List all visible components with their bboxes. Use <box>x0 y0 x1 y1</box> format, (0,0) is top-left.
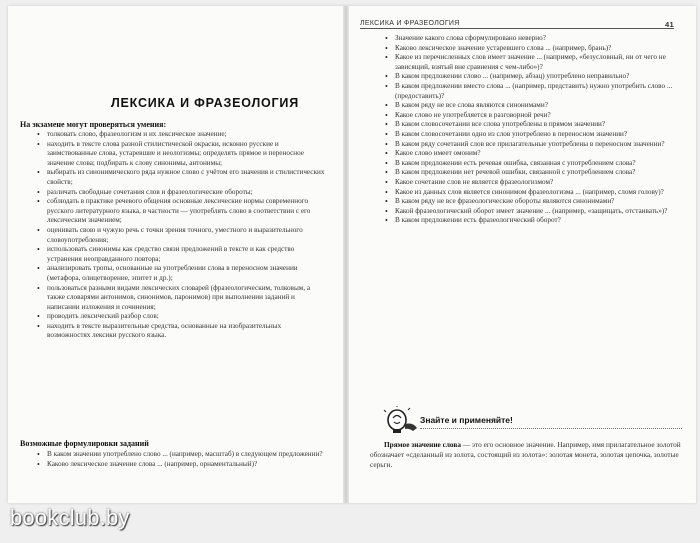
divider <box>420 428 682 429</box>
list-item: • В каком значении употреблено слово ... (например, масштаб) в следующем предложении? <box>34 450 326 460</box>
list-item: • находить в тексте слова разной стилистической окраски, исконно русские и заимствованные слова, устаревшие и неологизмы; определять прямое и переносное значение слова; подбирать к слову синонимы, антонимы; <box>34 140 326 169</box>
list-item: • В каком предложении вместо слова ... (например, представить) нужно употребить слово ... (предоставить)? <box>382 82 682 101</box>
list-item: • В каком предложении нет речевой ошибки, связанной с употреблением слова? <box>382 168 682 178</box>
book-gutter <box>343 6 349 503</box>
tasks-list <box>34 450 326 469</box>
questions-list <box>382 34 682 226</box>
list-item: • В каком ряду не все слова являются синонимами? <box>382 101 682 111</box>
list-item: • анализировать тропы, основанные на употреблении слова в переносном значении (метафора, олицетворение, эпитет и др.); <box>34 264 326 283</box>
list-item: • Какое слово имеет омоним? <box>382 149 682 159</box>
skills-list <box>34 130 326 341</box>
skills-heading: На экзамене могут проверяться умения: <box>20 120 167 129</box>
list-item: • Какой фразеологический оборот имеет значение ... (например, «защищать, отстаивать»)? <box>382 207 682 217</box>
running-header <box>360 20 674 29</box>
list-item: • Какое из перечисленных слов имеет значение ... (например, «безусловный, ни от чего не зависящий, взятый вне сравнения с чем-либо»)? <box>382 53 682 72</box>
list-item: • проводить лексический разбор слов; <box>34 312 326 322</box>
list-item: • В каком ряду не все фразеологические обороты являются синонимами? <box>382 197 682 207</box>
definition-paragraph <box>370 440 684 470</box>
list-item: • В каком словосочетании все слова употреблены в прямом значении? <box>382 120 682 130</box>
list-item: • В каком предложении есть фразеологический оборот? <box>382 216 682 226</box>
list-item: • Каково лексическое значение устаревшего слова ... (например, брань)? <box>382 44 682 54</box>
know-apply-title: Знайте и применяйте! <box>420 415 513 425</box>
list-item: • Какое из данных слов является синонимом фразеологизма ... (например, сломя голову)? <box>382 188 682 198</box>
list-item: • соблюдать в практике речевого общения основные лексические нормы современного русского литературного языка, в частности — употреблять слово в соответствии с его лексическим значением; <box>34 197 326 226</box>
list-item: • Значение какого слова сформулировано неверно? <box>382 34 682 44</box>
watermark-logo: bookclub.by <box>10 505 130 530</box>
definition-text: — это его основное значение. Например, имя прилагательное золотой обозначает «сделанный из золота, состоящий из золота»: золотая монета, золотая цепочка, золотые серьги. <box>370 440 681 469</box>
list-item: • В каком предложении есть речевая ошибка, связанная с употреблением слова? <box>382 159 682 169</box>
list-item: • Какое сочетание слов не является фразеологизмом? <box>382 178 682 188</box>
definition-term: Прямое значение слова <box>384 440 461 449</box>
tasks-heading: Возможные формулировки заданий <box>20 439 149 448</box>
list-item: • В каком предложении слово ... (например, абзац) употреблено неправильно? <box>382 72 682 82</box>
list-item: • толковать слово, фразеологизм и их лексическое значение; <box>34 130 326 140</box>
list-item: • В каком ряду сочетаний слов все прилагательные употреблены в переносном значении? <box>382 140 682 150</box>
list-item: • использовать синонимы как средство связи предложений в тексте и как средство устранения неоправданного повтора; <box>34 245 326 264</box>
page-number: 41 <box>665 20 674 29</box>
list-item: • выбирать из синонимического ряда нужное слово с учётом его значения и стилистических свойств; <box>34 168 326 187</box>
list-item: • Каково лексическое значение слова ... (например, орнаментальный)? <box>34 460 326 470</box>
running-title: ЛЕКСИКА И ФРАЗЕОЛОГИЯ <box>360 20 460 27</box>
list-item: • В каком словосочетании одно из слов употреблено в переносном значении? <box>382 130 682 140</box>
chapter-title: ЛЕКСИКА И ФРАЗЕОЛОГИЯ <box>110 96 300 110</box>
list-item: • Какое слово не употребляется в разговорной речи? <box>382 111 682 121</box>
list-item: • находить в тексте выразительные средства, основанные на изобразительных возможностях лексики русского языка. <box>34 322 326 341</box>
list-item: • различать свободные сочетания слов и фразеологические обороты; <box>34 188 326 198</box>
list-item: • пользоваться разными видами лексических словарей (фразеологическим, толковым, а также словарями антонимов, синонимов, паронимов) при выполнении заданий и написании изложения и сочинения; <box>34 284 326 313</box>
lightbulb-hand-icon <box>383 406 423 436</box>
list-item: • оценивать свою и чужую речь с точки зрения точного, уместного и выразительного словоупотребления; <box>34 226 326 245</box>
